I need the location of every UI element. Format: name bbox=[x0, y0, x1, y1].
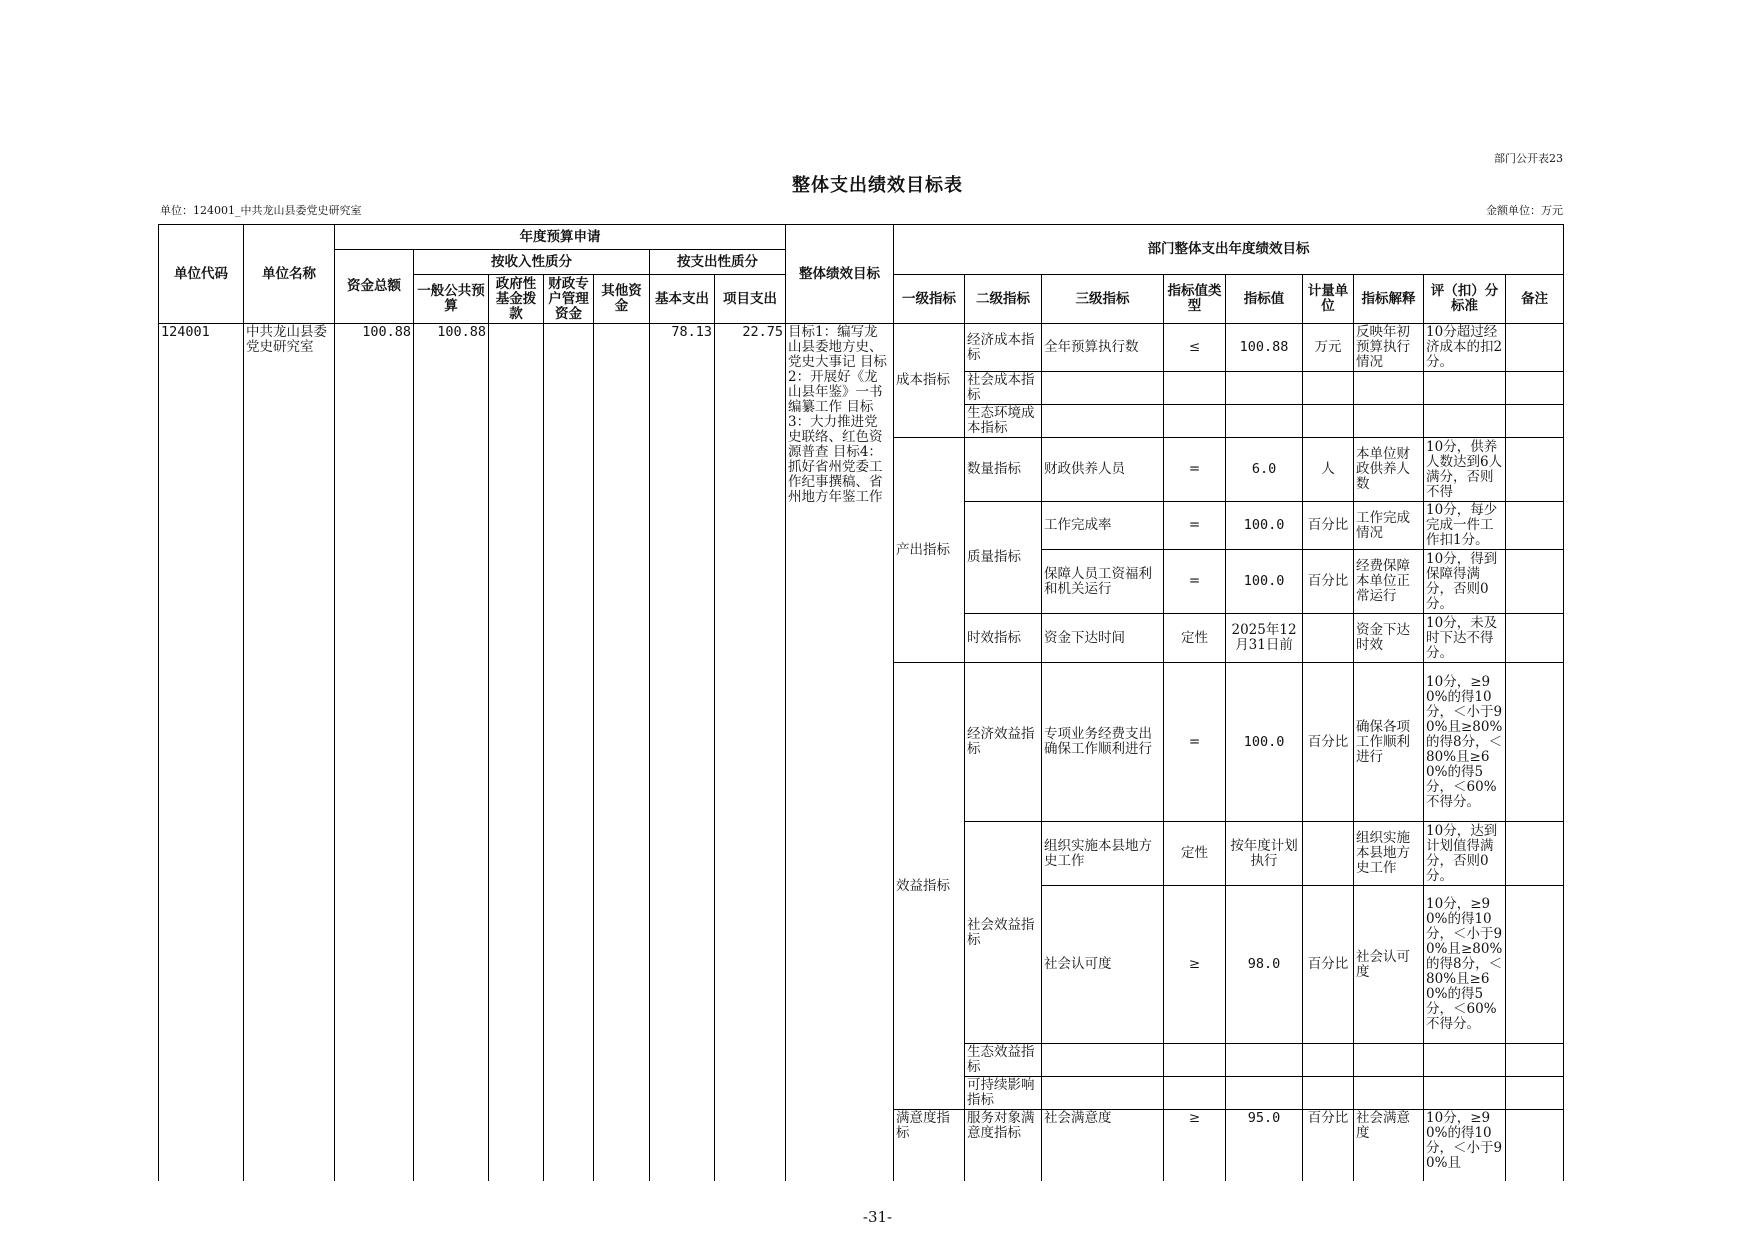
fiscal-special-cell bbox=[544, 324, 594, 1181]
unit-cell bbox=[1303, 1077, 1354, 1110]
header-by-expense: 按支出性质分 bbox=[650, 250, 786, 275]
unit-cell: 百分比 bbox=[1303, 886, 1354, 1044]
explain-cell bbox=[1354, 1077, 1424, 1110]
remark-cell bbox=[1506, 1110, 1564, 1181]
remark-cell bbox=[1506, 1077, 1564, 1110]
value-type-cell: ≤ bbox=[1164, 324, 1226, 372]
unit-cell bbox=[1303, 372, 1354, 405]
header-level1: 一级指标 bbox=[894, 275, 965, 324]
level2-econ-benefit: 经济效益指标 bbox=[965, 663, 1042, 822]
explain-cell: 组织实施本县地方史工作 bbox=[1354, 822, 1424, 886]
explain-cell bbox=[1354, 1044, 1424, 1077]
level2-social-benefit: 社会效益指标 bbox=[965, 822, 1042, 1044]
explain-cell: 经费保障本单位正常运行 bbox=[1354, 550, 1424, 614]
level2-service-satisfaction: 服务对象满意度指标 bbox=[965, 1110, 1042, 1181]
value-type-cell: = bbox=[1164, 550, 1226, 614]
level2-timeliness: 时效指标 bbox=[965, 614, 1042, 663]
score-cell: 10分，未及时下达不得分。 bbox=[1424, 614, 1506, 663]
score-cell: 10分，供养人数达到6人满分，否则不得 bbox=[1424, 438, 1506, 502]
value-cell: 100.0 bbox=[1226, 502, 1303, 550]
currency-unit-label: 金额单位：万元 bbox=[1486, 204, 1563, 217]
header-value: 指标值 bbox=[1226, 275, 1303, 324]
score-cell bbox=[1424, 1044, 1506, 1077]
level1-cost: 成本指标 bbox=[894, 324, 965, 438]
unit-cell bbox=[1303, 822, 1354, 886]
remark-cell bbox=[1506, 822, 1564, 886]
header-other: 其他资金 bbox=[594, 275, 650, 324]
total-cell: 100.88 bbox=[335, 324, 414, 1181]
value-type-cell: = bbox=[1164, 663, 1226, 822]
score-cell: 10分，≥90%的得10分，＜小于90%且≥80%的得8分，＜80%且≥60%的得5分，＜60%不得分。 bbox=[1424, 886, 1506, 1044]
score-cell bbox=[1424, 372, 1506, 405]
unit-cell: 百分比 bbox=[1303, 663, 1354, 822]
header-basic: 基本支出 bbox=[650, 275, 715, 324]
remark-cell bbox=[1506, 372, 1564, 405]
level3-cell: 社会认可度 bbox=[1042, 886, 1164, 1044]
header-value-type: 指标值类型 bbox=[1164, 275, 1226, 324]
value-type-cell: = bbox=[1164, 502, 1226, 550]
score-cell: 10分，得到保障得满分，否则0分。 bbox=[1424, 550, 1506, 614]
level3-cell bbox=[1042, 1044, 1164, 1077]
unit-label: 单位：124001_中共龙山县委党史研究室 bbox=[160, 204, 362, 217]
level1-output: 产出指标 bbox=[894, 438, 965, 663]
value-type-cell: 定性 bbox=[1164, 822, 1226, 886]
score-cell bbox=[1424, 1077, 1506, 1110]
value-cell bbox=[1226, 405, 1303, 438]
page-number: -31- bbox=[862, 1208, 893, 1226]
value-cell: 95.0 bbox=[1226, 1110, 1303, 1181]
value-cell: 98.0 bbox=[1226, 886, 1303, 1044]
remark-cell bbox=[1506, 502, 1564, 550]
header-general: 一般公共预算 bbox=[414, 275, 489, 324]
score-cell: 10分，≥90%的得10分，＜小于90%且 bbox=[1424, 1110, 1506, 1181]
header-level2: 二级指标 bbox=[965, 275, 1042, 324]
value-type-cell bbox=[1164, 1077, 1226, 1110]
unit-code-cell: 124001 bbox=[159, 324, 244, 1181]
level3-cell: 全年预算执行数 bbox=[1042, 324, 1164, 372]
level2-eco-benefit: 生态效益指标 bbox=[965, 1044, 1042, 1077]
level3-cell: 保障人员工资福利和机关运行 bbox=[1042, 550, 1164, 614]
level2-eco-cost: 生态环境成本指标 bbox=[965, 405, 1042, 438]
level3-cell bbox=[1042, 1077, 1164, 1110]
explain-cell: 资金下达时效 bbox=[1354, 614, 1424, 663]
value-type-cell bbox=[1164, 405, 1226, 438]
header-dept-goal: 部门整体支出年度绩效目标 bbox=[894, 225, 1564, 275]
level3-cell: 工作完成率 bbox=[1042, 502, 1164, 550]
unit-cell bbox=[1303, 405, 1354, 438]
score-cell: 10分，每少完成一件工作扣1分。 bbox=[1424, 502, 1506, 550]
header-by-income: 按收入性质分 bbox=[414, 250, 650, 275]
explain-cell: 社会满意度 bbox=[1354, 1110, 1424, 1181]
explain-cell: 本单位财政供养人数 bbox=[1354, 438, 1424, 502]
value-type-cell bbox=[1164, 372, 1226, 405]
remark-cell bbox=[1506, 324, 1564, 372]
level3-cell: 财政供养人员 bbox=[1042, 438, 1164, 502]
score-cell: 10分超过经济成本的扣2分。 bbox=[1424, 324, 1506, 372]
header-budget-group: 年度预算申请 bbox=[335, 225, 786, 250]
basic-cell: 78.13 bbox=[650, 324, 715, 1181]
table-row bbox=[159, 324, 1564, 372]
explain-cell: 反映年初预算执行情况 bbox=[1354, 324, 1424, 372]
header-fiscal-special: 财政专户管理资金 bbox=[544, 275, 594, 324]
value-type-cell: 定性 bbox=[1164, 614, 1226, 663]
explain-cell: 社会认可度 bbox=[1354, 886, 1424, 1044]
remark-cell bbox=[1506, 550, 1564, 614]
explain-cell: 工作完成情况 bbox=[1354, 502, 1424, 550]
value-cell: 6.0 bbox=[1226, 438, 1303, 502]
value-cell: 100.88 bbox=[1226, 324, 1303, 372]
level2-sustain: 可持续影响指标 bbox=[965, 1077, 1042, 1110]
value-type-cell bbox=[1164, 1044, 1226, 1077]
unit-name-cell: 中共龙山县委党史研究室 bbox=[244, 324, 335, 1181]
performance-table bbox=[158, 224, 1564, 1181]
remark-cell bbox=[1506, 438, 1564, 502]
value-cell bbox=[1226, 1077, 1303, 1110]
header-remark: 备注 bbox=[1506, 275, 1564, 324]
level1-satisfaction: 满意度指标 bbox=[894, 1110, 965, 1181]
level2-quality: 质量指标 bbox=[965, 502, 1042, 614]
explain-cell: 确保各项工作顺利进行 bbox=[1354, 663, 1424, 822]
unit-cell: 百分比 bbox=[1303, 1110, 1354, 1181]
general-cell: 100.88 bbox=[414, 324, 489, 1181]
remark-cell bbox=[1506, 614, 1564, 663]
value-cell bbox=[1226, 1044, 1303, 1077]
form-label: 部门公开表23 bbox=[1494, 152, 1563, 165]
unit-cell bbox=[1303, 614, 1354, 663]
header-overall-goal: 整体绩效目标 bbox=[786, 225, 894, 324]
unit-cell bbox=[1303, 1044, 1354, 1077]
value-type-cell: = bbox=[1164, 438, 1226, 502]
level3-cell: 社会满意度 bbox=[1042, 1110, 1164, 1181]
score-cell bbox=[1424, 405, 1506, 438]
level1-benefit: 效益指标 bbox=[894, 663, 965, 1110]
header-total: 资金总额 bbox=[335, 250, 414, 324]
remark-cell bbox=[1506, 663, 1564, 822]
other-cell bbox=[594, 324, 650, 1181]
unit-cell: 百分比 bbox=[1303, 550, 1354, 614]
value-cell: 100.0 bbox=[1226, 550, 1303, 614]
score-cell: 10分，≥90%的得10分，＜小于90%且≥80%的得8分，＜80%且≥60%的得5分，＜60%不得分。 bbox=[1424, 663, 1506, 822]
header-explain: 指标解释 bbox=[1354, 275, 1424, 324]
value-type-cell: ≥ bbox=[1164, 1110, 1226, 1181]
header-level3: 三级指标 bbox=[1042, 275, 1164, 324]
header-row-1 bbox=[159, 225, 1564, 250]
overall-goal-cell: 目标1：编写龙山县委地方史、党史大事记 目标2：开展好《龙山县年鉴》一书编纂工作 目标3：大力推进党史联络、红色资源普查 目标4：抓好省州党委工作纪事撰稿、省州地方年鉴工作 bbox=[786, 324, 894, 1181]
unit-cell: 万元 bbox=[1303, 324, 1354, 372]
value-cell bbox=[1226, 372, 1303, 405]
level3-cell: 专项业务经费支出确保工作顺利进行 bbox=[1042, 663, 1164, 822]
header-name: 单位名称 bbox=[244, 225, 335, 324]
level2-econ-cost: 经济成本指标 bbox=[965, 324, 1042, 372]
header-code: 单位代码 bbox=[159, 225, 244, 324]
value-cell: 2025年12月31日前 bbox=[1226, 614, 1303, 663]
level2-social-cost: 社会成本指标 bbox=[965, 372, 1042, 405]
gov-fund-cell bbox=[489, 324, 544, 1181]
header-unit: 计量单位 bbox=[1303, 275, 1354, 324]
header-project: 项目支出 bbox=[715, 275, 786, 324]
explain-cell bbox=[1354, 372, 1424, 405]
page-title: 整体支出绩效目标表 bbox=[792, 175, 963, 196]
level3-cell: 组织实施本县地方史工作 bbox=[1042, 822, 1164, 886]
remark-cell bbox=[1506, 886, 1564, 1044]
value-cell: 100.0 bbox=[1226, 663, 1303, 822]
level3-cell: 资金下达时间 bbox=[1042, 614, 1164, 663]
score-cell: 10分，达到计划值得满分，否则0分。 bbox=[1424, 822, 1506, 886]
value-cell: 按年度计划执行 bbox=[1226, 822, 1303, 886]
header-score: 评（扣）分标准 bbox=[1424, 275, 1506, 324]
level3-cell bbox=[1042, 405, 1164, 438]
value-type-cell: ≥ bbox=[1164, 886, 1226, 1044]
level2-quantity: 数量指标 bbox=[965, 438, 1042, 502]
project-cell: 22.75 bbox=[715, 324, 786, 1181]
unit-cell: 百分比 bbox=[1303, 502, 1354, 550]
explain-cell bbox=[1354, 405, 1424, 438]
unit-cell: 人 bbox=[1303, 438, 1354, 502]
header-gov-fund: 政府性基金拨款 bbox=[489, 275, 544, 324]
remark-cell bbox=[1506, 405, 1564, 438]
remark-cell bbox=[1506, 1044, 1564, 1077]
level3-cell bbox=[1042, 372, 1164, 405]
